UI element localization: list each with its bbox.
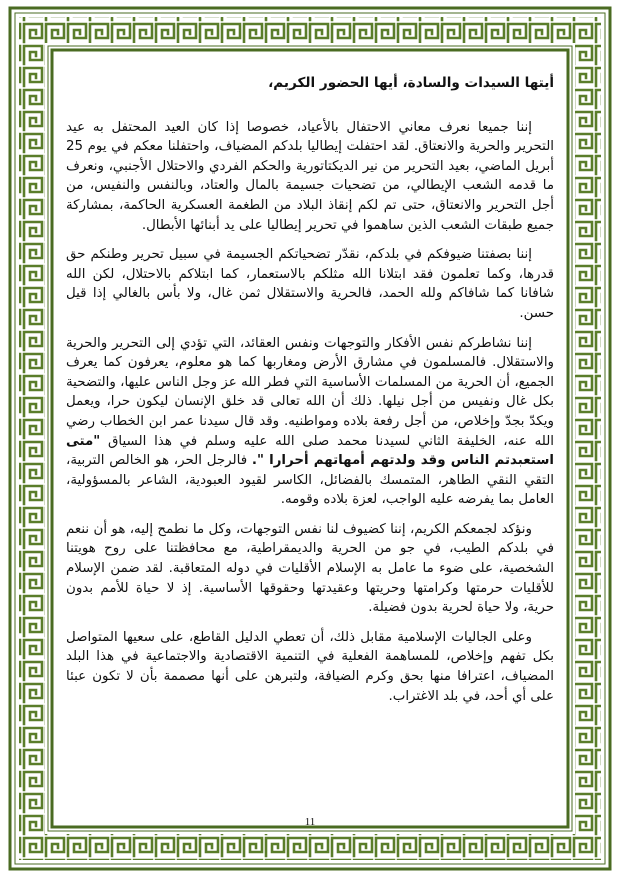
salutation-heading: أيتها السيدات والسادة، أيها الحضور الكريم، — [268, 75, 554, 91]
paragraph-1: إننا جميعا نعرف معاني الاحتفال بالأعياد، خصوصا إذا كان العيد المحتفل به عيد التحرير والحرية والانعتاق. لقد احتفلت إيطاليا بلدكم المضياف، واحتفلنا معكم في يوم 25 أبريل الماضي، بعيد التحرير من نير الديكتاتورية والحكم الفردي والاحتلال الأجنبي، ونعرف ما قدمه الشعب الإيطالي، من تضحيات جسيمة بالمال والعتاد، وبالنفس والنفيس، من أجل التحرير والانعتاق، حتى تم لكم إنقاذ البلاد من الطغمة العسكرية الحاكمة، بمشاركة جميع طبقات الشعب الذين ساهموا في تحرير إيطاليا على يد أبنائها الأبطال. — [66, 119, 554, 233]
page-number: 11 — [304, 816, 316, 828]
bottom-meander-band — [19, 834, 601, 860]
left-meander-band — [19, 43, 45, 834]
paragraph-3-lead: إننا نشاطركم نفس الأفكار والتوجهات ونفس العقائد، التي تؤدي إلى التحرير والحرية والاستقلال. فالمسلمون في مشارق الأرض ومغاربها كما هو معلوم، يعرفون كما يعرف الجميع، أن الحرية من المسلمات الأساسية التي فطر الله عز وجل الناس عليها، والتضحية بكل غال ونفيس من أجل نيلها. ذلك أن الله تعالى قد خلق الإنسان ليكون حرا، ويعمل ويكدّ بجدّ وإخلاص، من أجل رفعة بلاده ومواطنيه. وقد قال سيدنا عمر ابن الخطاب رضي الله عنه، الخليفة الثاني لسيدنا محمد صلى الله عليه وسلم في هذا السياق — [66, 335, 554, 449]
right-meander-band — [575, 43, 601, 834]
paragraph-4: ونؤكد لجمعكم الكريم، إننا كضيوف لنا نفس التوجهات، وكل ما نطمح إليه، هو أن ننعم في بلدكم الطيب، في جو من الحرية والديمقراطية، مع محافظتنا على روح هويتنا الشخصية، على ضوء ما عامل به الإسلام الأقليات في دوله المتعاقبة. لقد ضمن الإسلام للأقليات حرمتها وكرامتها وحريتها وعقيدتها وحقوقها الأساسية. إذ لا حياة للأمم بدون حرية، ولا حياة لحرية بدون فضيلة. — [66, 521, 554, 616]
umar-quote: "متى استعبدتم الناس وقد ولدتهم أمهاتهم أحرارا ". — [66, 433, 554, 469]
paragraph-3 — [66, 334, 554, 510]
paragraph-3-tail: فالرجل الحر، هو الخالص التربية، التقي النقي الطاهر، المتمسك بالفضائل، الكاسر لقيود العبودية، الشاعر بالمسؤولية، العامل بما يفرضه عليه الواجب، لعزة بلاده وقومه. — [66, 453, 554, 508]
paragraph-2: إننا بصفتنا ضيوفكم في بلدكم، نقدّر تضحياتكم الجسيمة في سبيل تحرير وطنكم حق قدرها، وكما تعلمون فقد ابتلانا الله مثلكم بالاستعمار، كما ابتلاكم بالاحتلال، لكن الله شافانا كما شافاكم ولله الحمد، فالحرية والاستقلال ثمن غال، ولا بأس بالغالي إذا قيل حسن. — [66, 247, 554, 321]
top-meander-band — [19, 17, 601, 43]
page-body-text — [66, 62, 554, 832]
paragraph-5: وعلى الجاليات الإسلامية مقابل ذلك، أن تعطي الدليل القاطع، على سعيها المتواصل بكل تفهم وإخلاص، للمساهمة الفعلية في التنمية الاقتصادية والاجتماعية في هذا البلد المضياف، اعترافا منها بحق وكرم الضيافة، ولتبرهن على أنها مصممة بأن لا تكون عبئا على أي أحد، في بلد الاغتراب. — [66, 629, 554, 704]
